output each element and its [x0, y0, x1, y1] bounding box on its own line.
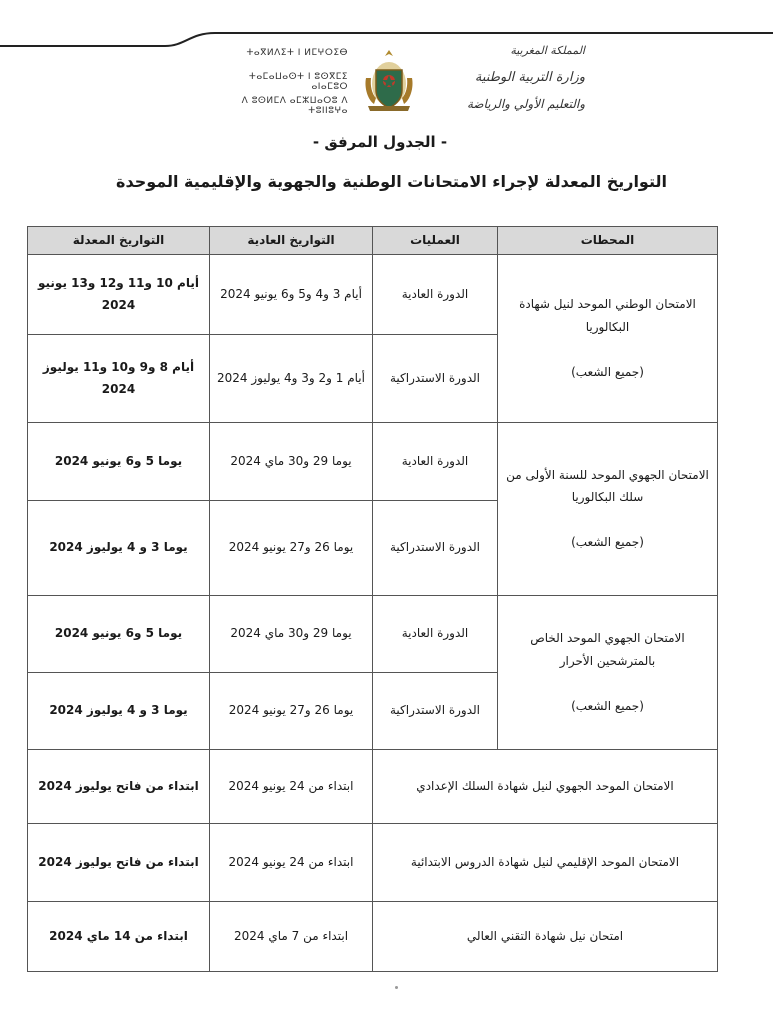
modified-date-cell: أيام 10 و11 و12 و13 يونيو 2024	[28, 254, 210, 334]
moroccan-coat-of-arms-emblem	[360, 48, 418, 114]
exam-name-cell: الامتحان الموحد الإقليمي لنيل شهادة الدروس الابتدائية	[373, 823, 718, 901]
table-row	[28, 749, 718, 823]
exam-branches: (جميع الشعب)	[571, 364, 644, 379]
table-row	[28, 595, 718, 672]
annex-label: - الجدول المرفق -	[312, 133, 448, 151]
normal-date-cell: أيام 1 و2 و3 و4 يوليوز 2024	[210, 334, 373, 422]
normal-date-cell: ابتداء من 24 يونيو 2024	[210, 823, 373, 901]
modified-date-cell: ابتداء من فاتح يوليوز 2024	[28, 749, 210, 823]
header-modified-dates: التواريخ المعدلة	[28, 227, 210, 255]
header-ministry-name: وزارة التربية الوطنية	[474, 70, 585, 85]
tifinagh-line-3: ⴷ ⵓⵙⵍⵎⴷ ⴰⵎⵣⵡⴰⵔⵓ ⴷ ⵜⵓⵏⵏⵓⵖⴰ	[241, 96, 348, 116]
operation-cell: الدورة العادية	[373, 254, 498, 334]
exam-name: الامتحان الجهوي الموحد للسنة الأولى من سلك البكالوريا	[506, 467, 709, 505]
modified-date-cell: أيام 8 و9 و10 و11 يوليوز 2024	[28, 334, 210, 422]
table-row	[28, 823, 718, 901]
operation-cell: الدورة العادية	[373, 422, 498, 500]
document-title: التواريخ المعدلة لإجراء الامتحانات الوطنية والجهوية والإقليمية الموحدة	[116, 172, 667, 191]
operation-cell: الدورة العادية	[373, 595, 498, 672]
normal-date-cell: أيام 3 و4 و5 و6 يونيو 2024	[210, 254, 373, 334]
scan-speck	[395, 986, 398, 989]
modified-date-cell: يوما 5 و6 يونيو 2024	[28, 595, 210, 672]
modified-date-cell: يوما 3 و 4 يوليوز 2024	[28, 672, 210, 749]
normal-date-cell: ابتداء من 24 يونيو 2024	[210, 749, 373, 823]
normal-date-cell: يوما 29 و30 ماي 2024	[210, 595, 373, 672]
exam-branches: (جميع الشعب)	[571, 535, 644, 550]
normal-date-cell: يوما 26 و27 يونيو 2024	[210, 500, 373, 595]
normal-date-cell: يوما 29 و30 ماي 2024	[210, 422, 373, 500]
modified-date-cell: يوما 5 و6 يونيو 2024	[28, 422, 210, 500]
operation-cell: الدورة الاستدراكية	[373, 500, 498, 595]
tifinagh-line-2: ⵜⴰⵎⴰⵡⴰⵙⵜ ⵏ ⵓⵙⴳⵎⵉ ⴰⵏⴰⵎⵓⵔ	[248, 72, 348, 92]
normal-date-cell: ابتداء من 7 ماي 2024	[210, 901, 373, 971]
operation-cell: الدورة الاستدراكية	[373, 334, 498, 422]
normal-date-cell: يوما 26 و27 يونيو 2024	[210, 672, 373, 749]
modified-date-cell: يوما 3 و 4 يوليوز 2024	[28, 500, 210, 595]
modified-date-cell: ابتداء من 14 ماي 2024	[28, 901, 210, 971]
exam-name: الامتحان الجهوي الموحد الخاص بالمترشحين الأحرار	[530, 631, 685, 668]
header-normal-dates: التواريخ العادية	[210, 227, 373, 255]
exam-branches: (جميع الشعب)	[571, 698, 644, 713]
exam-name: الامتحان الوطني الموحد لنيل شهادة البكالوريا	[519, 297, 696, 334]
exam-cell	[498, 422, 718, 595]
table-header-row	[28, 227, 718, 255]
exam-cell	[498, 254, 718, 422]
operation-cell: الدورة الاستدراكية	[373, 672, 498, 749]
exam-name-cell: امتحان نيل شهادة التقني العالي	[373, 901, 718, 971]
header-stations: المحطات	[498, 227, 718, 255]
tifinagh-line-1: ⵜⴰⴳⵍⴷⵉⵜ ⵏ ⵍⵎⵖⵔⵉⴱ	[246, 48, 348, 58]
modified-date-cell: ابتداء من فاتح يوليوز 2024	[28, 823, 210, 901]
header-operations: العمليات	[373, 227, 498, 255]
exam-name-cell: الامتحان الموحد الجهوي لنيل شهادة السلك الإعدادي	[373, 749, 718, 823]
header-ministry-subtitle: والتعليم الأولي والرياضة	[466, 97, 585, 111]
table-row	[28, 422, 718, 500]
header-kingdom-name: المملكة المغربية	[510, 44, 585, 57]
table-row	[28, 254, 718, 334]
table-row	[28, 901, 718, 971]
exam-schedule-table	[27, 226, 718, 972]
exam-cell	[498, 595, 718, 749]
